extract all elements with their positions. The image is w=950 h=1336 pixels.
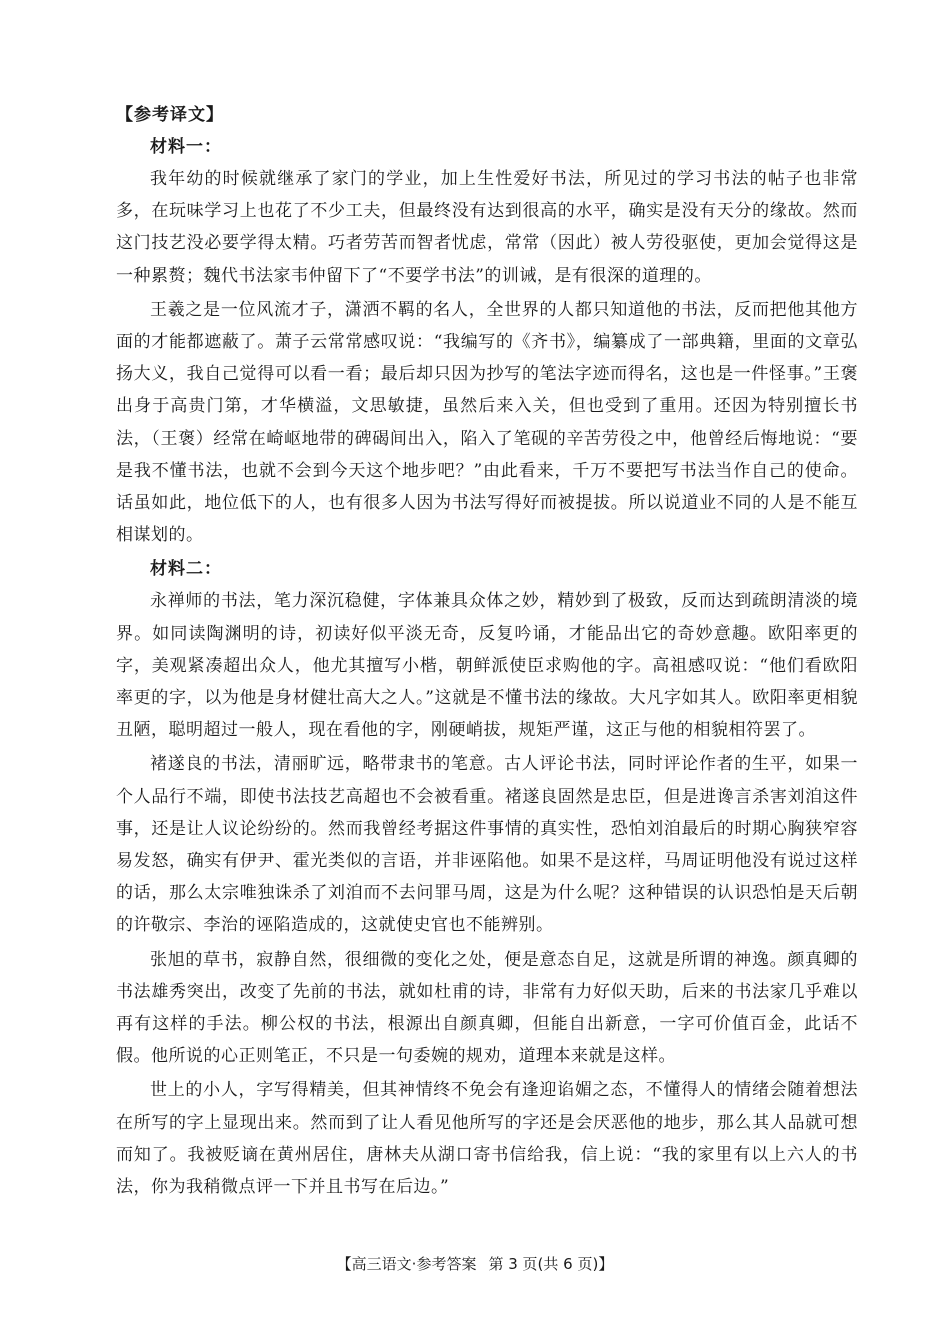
material-one-paragraph: 我年幼的时候就继承了家门的学业，加上生性爱好书法，所见过的学习书法的帖子也非常多，在玩味学习上也花了不少工夫，但最终没有达到很高的水平，确实是没有天分的缘故。然而这门技艺没必要学得太精。巧者劳苦而智者忧虑，常常（因此）被人劳役驱使，更加会觉得这是一种累赘；魏代书法家韦仲留下了“不要学书法”的训诫，是有很深的道理的。 (116, 169, 858, 286)
page-footer (0, 1253, 950, 1275)
material-two-paragraph: 世上的小人，字写得精美，但其神情终不免会有逢迎谄媚之态，不懂得人的情绪会随着想法在所写的字上显现出来。然而到了让人看见他所写的字还是会厌恶他的地步，那么其人品就可想而知了。我被贬谪在黄州居住，唐林夫从湖口寄书信给我，信上说：“我的家里有以上六人的书法，你为我稍微点评一下并且书写在后边。” (116, 1080, 858, 1198)
section-heading: 【参考译文】 (116, 105, 224, 125)
material-two-paragraph: 永禅师的书法，笔力深沉稳健，字体兼具众体之妙，精妙到了极致，反而达到疏朗清淡的境界。如同读陶渊明的诗，初读好似平淡无奇，反复吟诵，才能品出它的奇妙意趣。欧阳率更的字，美观紧凑超出众人，他尤其擅写小楷，朝鲜派使臣求购他的字。高祖感叹说：“他们看欧阳率更的字，以为他是身材健壮高大之人。”这就是不懂书法的缘故。大凡字如其人。欧阳率更相貌丑陋，聪明超过一般人，现在看他的字，刚硬峭拔，规矩严谨，这正与他的相貌相符罢了。 (116, 591, 858, 741)
material-one-paragraph: 王羲之是一位风流才子，潇洒不羁的名人，全世界的人都只知道他的书法，反而把他其他方面的才能都遮蔽了。萧子云常常感叹说：“我编写的《齐书》，编纂成了一部典籍，里面的文章弘扬大义，我自己觉得可以看一看；最后却只因为抄写的笔法字迹而得名，这也是一件怪事。”王褒出身于高贵门第，才华横溢，文思敏捷，虽然后来入关，但也受到了重用。还因为特别擅长书法，（王褒）经常在崎岖地带的碑碣间出入，陷入了笔砚的辛苦劳役之中，他曾经后悔地说：“要是我不懂书法，也就不会到今天这个地步吧？”由此看来，千万不要把写书法当作自己的使命。话虽如此，地位低下的人，也有很多人因为书法写得好而被提拔。所以说道业不同的人是不能互相谋划的。 (116, 299, 858, 546)
footer-page-number: 第 3 页(共 6 页)】 (488, 1255, 614, 1273)
material-two-paragraph: 张旭的草书，寂静自然，很细微的变化之处，便是意态自足，这就是所谓的神逸。颜真卿的书法雄秀突出，改变了先前的书法，就如杜甫的诗，非常有力好似天助，后来的书法家几乎难以再有这样的手法。柳公权的书法，根源出自颜真卿，但能自出新意，一字可价值百金，此话不假。他所说的心正则笔正，不只是一句委婉的规劝，道理本来就是这样。 (116, 949, 858, 1067)
translation-content (116, 99, 858, 1205)
material-two-title: 材料二： (150, 559, 222, 580)
footer-subject: 【高三语文·参考答案 (336, 1255, 477, 1273)
material-two-paragraph: 褚遂良的书法，清丽旷远，略带隶书的笔意。古人评论书法，同时评论作者的生平，如果一个人品行不端，即使书法技艺高超也不会被看重。褚遂良固然是忠臣，但是进谗言杀害刘洎这件事，还是让人议论纷纷的。然而我曾经考据这件事情的真实性，恐怕刘洎最后的时期心胸狭窄容易发怒，确实有伊尹、霍光类似的言语，并非诬陷他。如果不是这样，马周证明他没有说过这样的话，那么太宗唯独诛杀了刘洎而不去问罪马周，这是为什么呢？这种错误的认识恐怕是天后朝的许敬宗、李治的诬陷造成的，这就使史官也不能辨别。 (116, 754, 858, 936)
material-one-title: 材料一： (150, 137, 222, 157)
